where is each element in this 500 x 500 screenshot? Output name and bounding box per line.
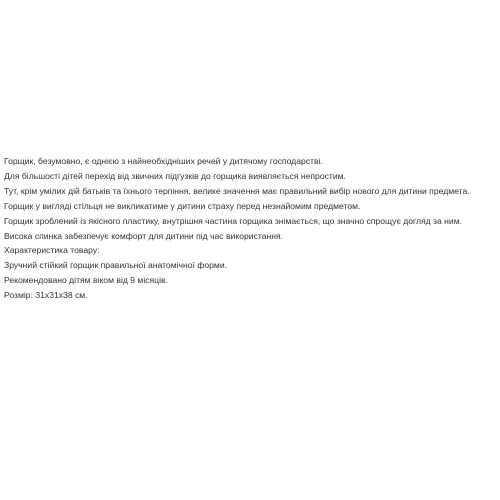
characteristics-heading: Характеристика товару: [4,245,100,256]
description-line: Горщик у вигляді стільця не викликатиме у дитини страху перед незнайомим предметом. [4,200,361,211]
characteristic-item: Зручний стійкий горщик правильної анатомічної форми. [4,260,228,271]
description-line: Тут, крім умілих дій батьків та їхнього терпіння, велике значення має правильний вибір нового для дитини предмета. [4,185,470,196]
description-line: Горщик зроблений із якісного пластику, внутрішня частина горщика знімається, що значно спрощує догляд за ним. [4,215,462,226]
description-line: Горщик, безумовно, є однією з найнеобхідніших речей у дитячому господарстві. [4,156,323,166]
size-spec: Розмір: 31х31х38 см. [4,290,88,301]
description-line: Висока спинка забезпечує комфорт для дитини під час використання. [4,230,284,241]
product-description [4,154,498,303]
description-line: Для більшості дітей перехід від звичних підгузків до горщика виявляється непростим. [4,170,346,181]
characteristic-item: Рекомендовано дітям віком від 9 місяців. [4,275,168,286]
